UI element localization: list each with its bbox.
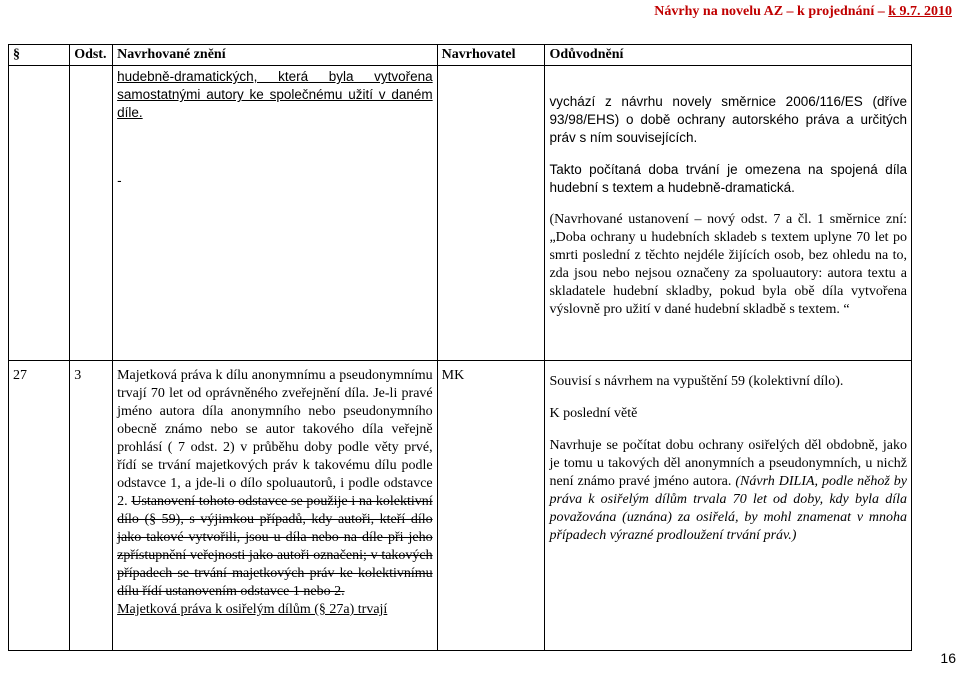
proposals-table xyxy=(8,44,912,651)
header-date: k 9.7. 2010 xyxy=(888,4,952,19)
row2-text-new: Majetková práva k osiřelým dílům (§ 27a) trvají xyxy=(117,602,388,617)
row1-dash: - xyxy=(117,173,122,188)
page-number: 16 xyxy=(940,650,956,666)
row1-reason-p2: Takto počítaná doba trvání je omezena na spojená díla hudební s textem a hudebně-dramatická. xyxy=(549,162,907,195)
document-header xyxy=(654,4,952,20)
row1-reason-p1: vychází z návrhu novely směrnice 2006/116/ES (dříve 93/98/EHS) o době ochrany autorského práva a určitých práv s ním souvisejících. xyxy=(549,94,907,145)
row2-reason-p3-italic: (Návrh DILIA, podle něhož by práva k osiřelým dílům trvala 70 let od doby, kdy byla díla považována (uznána) za osiřelá, by mohl znamenat v mnoha případech výrazné prodloužení trvání práv.) xyxy=(549,474,908,543)
row1-reason-p3: (Navrhované ustanovení – nový odst. 7 a čl. 1 směrnice zní: „Doba ochrany u hudebních skladeb s textem uplyne 70 let po smrti poslední z těchto nejdéle žijících osob, bez ohledu na to, zda jsou nebo nejsou označeny za spoluautory: autora textu a skladatele hudební skladby, pokud byla obě díla vytvořena výslovně pro užití v dané hudební skladbě s textem. “ xyxy=(549,212,907,317)
row2-proposer-cell: MK xyxy=(437,361,545,651)
column-header-reasoning: Odůvodnění xyxy=(545,45,912,66)
row2-reason-p3 xyxy=(549,437,907,545)
column-header-proposed-text: Navrhované znění xyxy=(113,45,438,66)
row1-proposal-cell xyxy=(113,66,438,361)
row1-section-cell xyxy=(9,66,70,361)
column-header-paragraph: Odst. xyxy=(70,45,113,66)
column-header-proposer: Navrhovatel xyxy=(437,45,545,66)
row2-reason-p3-normal: Navrhuje se počítat dobu ochrany osiřelých děl obdobně, jako je tomu u takových děl anonymních a pseudonymních, u nichž není známo pravé jméno autora. xyxy=(549,438,907,489)
table-row xyxy=(9,361,912,651)
row2-proposal-cell xyxy=(113,361,438,651)
row2-reason-p1: Souvisí s návrhem na vypuštění 59 (kolektivní dílo). xyxy=(549,374,844,389)
row2-reason-p2: K poslední větě xyxy=(549,406,638,421)
row1-paragraph-cell xyxy=(70,66,113,361)
row1-reason-cell xyxy=(545,66,912,361)
table-row xyxy=(9,66,912,361)
row1-proposal-text: hudebně-dramatických, která byla vytvořena samostatnými autory ke společnému užití v daném díle. xyxy=(117,69,433,120)
row2-text-struck: Ustanovení tohoto odstavce se použije i na kolektivní dílo (§ 59), s výjimkou případů, kdy autoři, kteří dílo jako takové vytvořili, jsou u díla nebo na díle při jeho zpřístupnění veřejnosti jako autoři označeni; v takových případech se trvání majetkových práv ke kolektivnímu dílu řídí ustanovením odstavce 1 nebo 2. xyxy=(117,494,433,599)
row2-reason-cell xyxy=(545,361,912,651)
row2-text-normal: Majetková práva k dílu anonymnímu a pseudonymnímu trvají 70 let od oprávněného zveřejnění díla. Je-li pravé jméno autora díla anonymního nebo pseudonymního obecně známo nebo se autor takového díla veřejně prohlásí ( 7 odst. 2) v průběhu doby podle věty prvé, řídí se trvání majetkových práv k takovému dílu podle odstavce 1, a jde-li o dílo spoluautorů, i podle odstavce 2. xyxy=(117,368,433,509)
column-header-section: § xyxy=(9,45,70,66)
row2-paragraph-cell: 3 xyxy=(70,361,113,651)
row2-section-cell: 27 xyxy=(9,361,70,651)
row1-proposer-cell xyxy=(437,66,545,361)
table-header-row xyxy=(9,45,912,66)
header-title: Návrhy na novelu AZ – k projednání – xyxy=(654,4,889,19)
